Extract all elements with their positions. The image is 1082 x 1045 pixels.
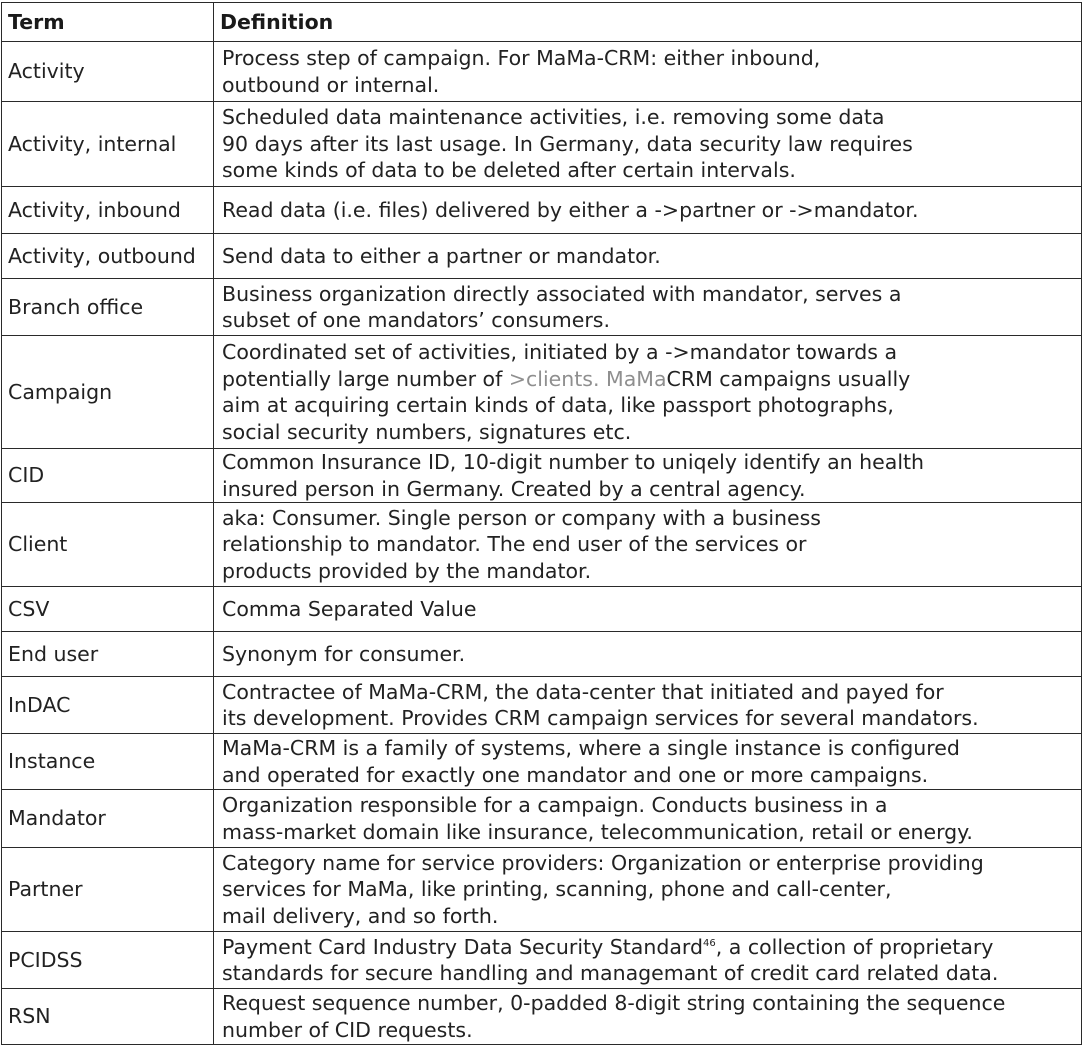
table-row xyxy=(2,932,1082,989)
table-row xyxy=(2,336,1082,449)
definition-cell xyxy=(214,503,1082,587)
definition-cell xyxy=(214,234,1082,279)
term-cell: End user xyxy=(2,632,214,677)
table-row xyxy=(2,989,1082,1045)
definition-line: mass-market domain like insurance, telecommunication, retail or energy. xyxy=(222,819,973,844)
definition-line: products provided by the mandator. xyxy=(222,558,592,583)
definition-line: aim at acquiring certain kinds of data, like passport photographs, xyxy=(222,393,894,417)
table-header-row xyxy=(2,3,1082,42)
table-row xyxy=(2,790,1082,848)
definition-text-gray: >clients. MaMa xyxy=(508,366,667,391)
column-header-definition: Definition xyxy=(214,3,1082,42)
term-cell: Activity, inbound xyxy=(2,187,214,234)
definition-line: aka: Consumer. Single person or company with a business xyxy=(222,505,821,530)
definition-line: subset of one mandators’ consumers. xyxy=(222,308,610,332)
definition-text: potentially large number of xyxy=(222,366,509,391)
definition-line: Contractee of MaMa-CRM, the data-center that initiated and payed for xyxy=(222,679,944,704)
term-cell: PCIDSS xyxy=(2,932,214,989)
table-row xyxy=(2,632,1082,677)
definition-cell xyxy=(214,42,1082,102)
definition-line: Request sequence number, 0-padded 8-digit string containing the sequence xyxy=(222,991,1006,1015)
definition-text: Payment Card Industry Data Security Standard xyxy=(222,934,703,959)
term-cell: Activity, internal xyxy=(2,102,214,187)
definition-cell xyxy=(214,989,1082,1045)
definition-cell xyxy=(214,187,1082,234)
definition-cell xyxy=(214,449,1082,503)
table-row xyxy=(2,102,1082,187)
definition-cell xyxy=(214,677,1082,734)
table-row xyxy=(2,848,1082,932)
footnote-marker: 46 xyxy=(703,937,716,949)
glossary-table xyxy=(1,2,1082,1045)
definition-line: standards for secure handling and managemant of credit card related data. xyxy=(222,961,999,985)
term-cell: Campaign xyxy=(2,336,214,449)
definition-line: 90 days after its last usage. In Germany, data security law requires xyxy=(222,131,913,156)
definition-line: Organization responsible for a campaign. Conducts business in a xyxy=(222,793,888,817)
term-cell: InDAC xyxy=(2,677,214,734)
definition-line: social security numbers, signatures etc. xyxy=(222,419,632,444)
definition-line xyxy=(222,934,1081,961)
term-cell: Client xyxy=(2,503,214,587)
table-row xyxy=(2,449,1082,503)
definition-line: Business organization directly associated with mandator, serves a xyxy=(222,281,902,306)
definition-line: and operated for exactly one mandator and one or more campaigns. xyxy=(222,762,929,787)
definition-cell xyxy=(214,848,1082,932)
definition-text: CRM campaigns usually xyxy=(666,366,911,391)
definition-line: services for MaMa, like printing, scanning, phone and call-center, xyxy=(222,877,892,902)
definition-line: Common Insurance ID, 10-digit number to uniqely identify an health xyxy=(222,450,925,474)
table-row xyxy=(2,734,1082,790)
definition-line: Synonym for consumer. xyxy=(222,641,466,666)
definition-cell xyxy=(214,336,1082,449)
table-row xyxy=(2,187,1082,234)
definition-line: relationship to mandator. The end user of the services or xyxy=(222,532,807,557)
definition-line: outbound or internal. xyxy=(222,72,440,97)
term-cell: Branch office xyxy=(2,279,214,336)
definition-line: Send data to either a partner or mandator. xyxy=(222,243,661,268)
table-row xyxy=(2,234,1082,279)
definition-line: Coordinated set of activities, initiated by a ->mandator towards a xyxy=(222,340,898,364)
definition-line: Category name for service providers: Organization or enterprise providing xyxy=(222,850,984,875)
term-cell: CSV xyxy=(2,587,214,632)
term-cell: CID xyxy=(2,449,214,503)
term-cell: Activity xyxy=(2,42,214,102)
table-row xyxy=(2,42,1082,102)
table-row xyxy=(2,587,1082,632)
definition-line: Scheduled data maintenance activities, i.e. removing some data xyxy=(222,105,885,130)
definition-line: mail delivery, and so forth. xyxy=(222,903,499,928)
definition-line: insured person in Germany. Created by a central agency. xyxy=(222,476,806,501)
definition-line: MaMa-CRM is a family of systems, where a single instance is configured xyxy=(222,736,960,760)
definition-line: its development. Provides CRM campaign services for several mandators. xyxy=(222,706,979,730)
definition-line xyxy=(222,366,1081,393)
definition-cell xyxy=(214,632,1082,677)
definition-cell xyxy=(214,790,1082,848)
definition-line: Read data (i.e. files) delivered by either a ->partner or ->mandator. xyxy=(222,197,919,222)
definition-text: , a collection of proprietary xyxy=(715,934,994,959)
term-cell: Mandator xyxy=(2,790,214,848)
definition-cell xyxy=(214,734,1082,790)
table-row xyxy=(2,677,1082,734)
table-row xyxy=(2,503,1082,587)
term-cell: Instance xyxy=(2,734,214,790)
definition-cell xyxy=(214,279,1082,336)
definition-line: Comma Separated Value xyxy=(222,596,477,621)
definition-cell xyxy=(214,932,1082,989)
definition-line: some kinds of data to be deleted after certain intervals. xyxy=(222,158,796,183)
definition-line: number of CID requests. xyxy=(222,1017,473,1042)
term-cell: RSN xyxy=(2,989,214,1045)
table-row xyxy=(2,279,1082,336)
column-header-term: Term xyxy=(2,3,214,42)
term-cell: Activity, outbound xyxy=(2,234,214,279)
definition-line: Process step of campaign. For MaMa-CRM: either inbound, xyxy=(222,46,821,70)
definition-cell xyxy=(214,102,1082,187)
term-cell: Partner xyxy=(2,848,214,932)
definition-cell xyxy=(214,587,1082,632)
